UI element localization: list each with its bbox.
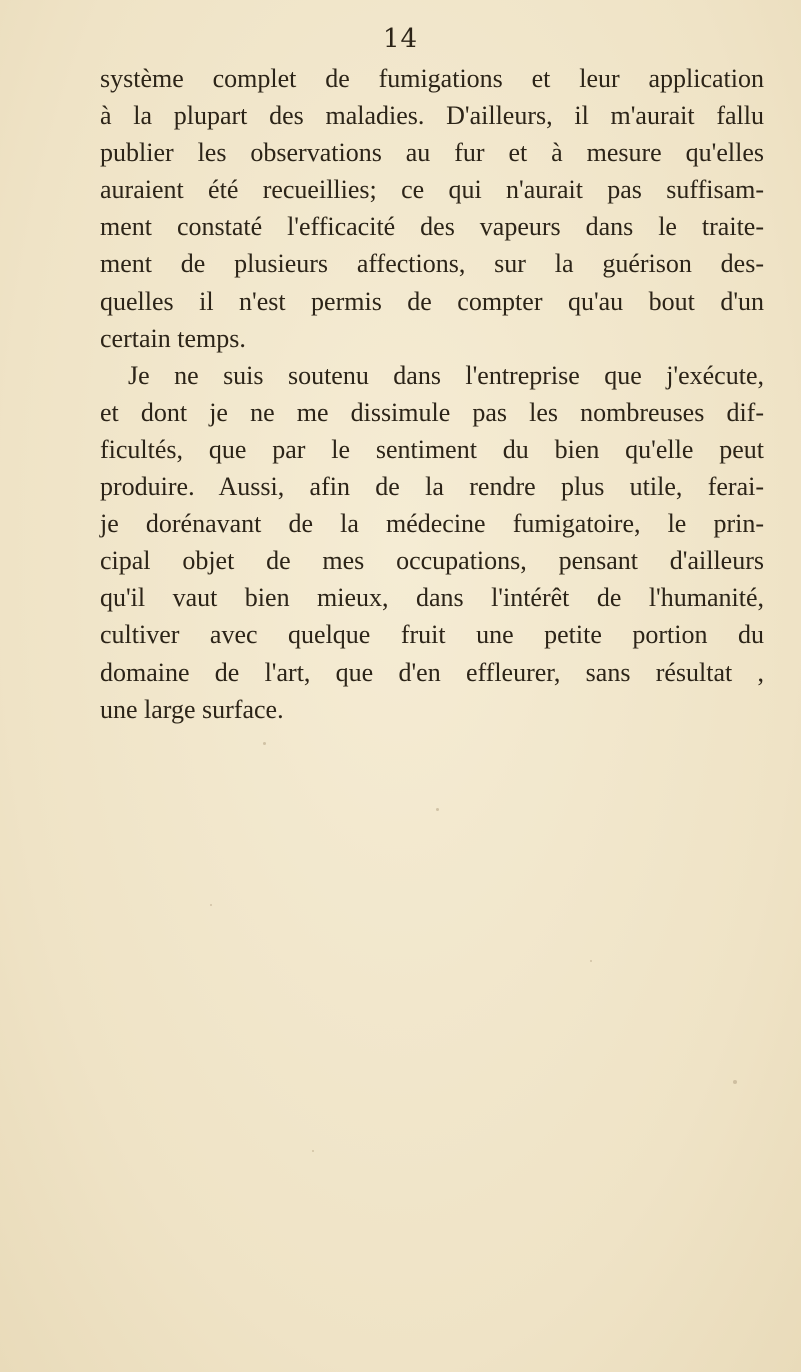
paper-speck <box>312 1150 314 1152</box>
text-line: Je ne suis soutenu dans l'entreprise que j'exécute, <box>128 360 764 390</box>
text-line: ficultés, que par le sentiment du bien qu'elle peut <box>100 434 764 464</box>
text-line: cultiver avec quelque fruit une petite portion du <box>100 620 764 650</box>
text-line: domaine de l'art, que d'en effleurer, sans résultat , <box>100 657 764 687</box>
text-line: qu'il vaut bien mieux, dans l'intérêt de l'humanité, <box>100 583 764 613</box>
paragraph-1 <box>100 60 764 357</box>
text-line: je dorénavant de la médecine fumigatoire, le prin- <box>100 509 764 539</box>
text-line: à la plupart des maladies. D'ailleurs, il m'aurait fallu <box>100 101 764 131</box>
text-line: cipal objet de mes occupations, pensant d'ailleurs <box>100 546 764 576</box>
paper-speck <box>733 1080 737 1084</box>
body-text <box>100 60 764 728</box>
text-line: auraient été recueillies; ce qui n'aurait pas suffisam- <box>100 175 764 205</box>
text-line: produire. Aussi, afin de la rendre plus utile, ferai- <box>100 472 764 502</box>
text-line: publier les observations au fur et à mesure qu'elles <box>100 138 764 168</box>
text-line: ment de plusieurs affections, sur la guérison des- <box>100 249 764 279</box>
text-line: certain temps. <box>100 323 246 353</box>
text-line: une large surface. <box>100 694 284 724</box>
text-line: et dont je ne me dissimule pas les nombreuses dif- <box>100 397 764 427</box>
paper-speck <box>436 808 439 811</box>
paper-speck <box>210 904 212 906</box>
page-number: 14 <box>382 24 419 54</box>
text-line: système complet de fumigations et leur application <box>100 64 764 93</box>
paper-speck <box>263 742 266 745</box>
paragraph-2 <box>100 357 764 728</box>
paper-speck <box>590 960 592 962</box>
text-line: quelles il n'est permis de compter qu'au bout d'un <box>100 286 764 316</box>
text-line: ment constaté l'efficacité des vapeurs dans le traite- <box>100 212 764 242</box>
